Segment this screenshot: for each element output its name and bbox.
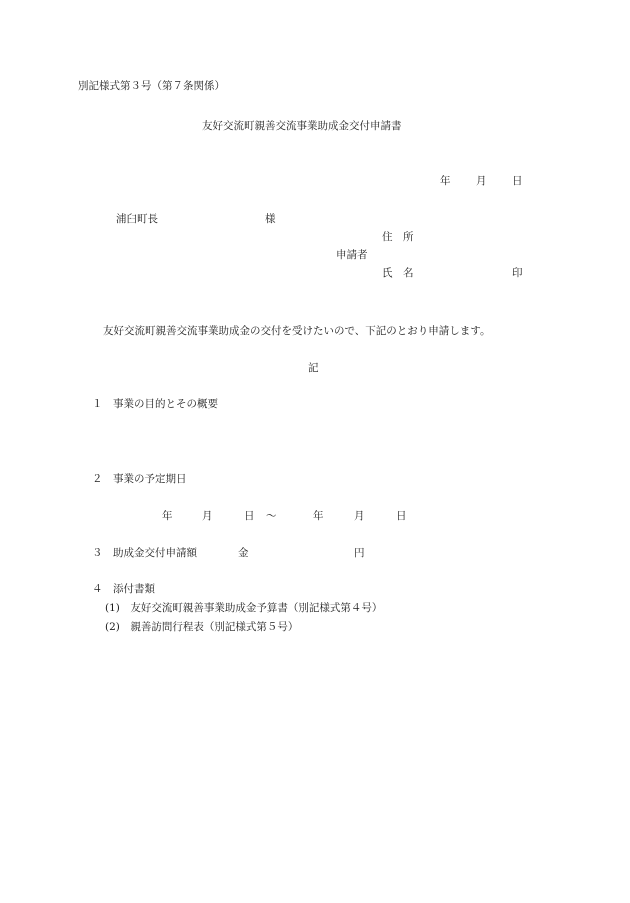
schedule-year-2: 年 (313, 510, 324, 522)
schedule-day-2: 日 (396, 510, 407, 522)
schedule-month-1: 月 (202, 510, 213, 522)
form-number: 別記様式第３号（第７条関係） (78, 80, 225, 92)
schedule-day-1: 日 (244, 510, 255, 522)
schedule-year-1: 年 (162, 510, 173, 522)
name-label: 氏 名 (382, 267, 414, 279)
applicant-label: 申請者 (336, 249, 368, 261)
address-label: 住 所 (382, 231, 414, 243)
schedule-month-2: 月 (354, 510, 365, 522)
date-month: 月 (476, 175, 487, 187)
attachment-item-2: (2) 親善訪問行程表（別記様式第５号） (105, 621, 299, 633)
date-day: 日 (512, 175, 523, 187)
item-amount: ３ 助成金交付申請額 (92, 547, 197, 559)
addressee-honorific: 様 (265, 213, 276, 225)
attachment-item-1: (1) 友好交流町親善事業助成金予算書（別記様式第４号） (105, 602, 383, 614)
addressee-name: 浦臼町長 (116, 213, 158, 225)
seal-mark: 印 (512, 267, 523, 279)
ki-heading: 記 (308, 362, 319, 374)
document-title: 友好交流町親善交流事業助成金交付申請書 (202, 120, 402, 132)
amount-kin: 金 (238, 547, 249, 559)
item-purpose: １ 事業の目的とその概要 (92, 398, 218, 410)
item-attachments: ４ 添付書類 (92, 583, 155, 595)
schedule-tilde: ～ (266, 510, 277, 522)
body-text: 友好交流町親善交流事業助成金の交付を受けたいので、下記のとおり申請します。 (103, 325, 491, 337)
date-year: 年 (440, 175, 451, 187)
amount-yen: 円 (354, 547, 365, 559)
item-schedule: ２ 事業の予定期日 (92, 473, 187, 485)
